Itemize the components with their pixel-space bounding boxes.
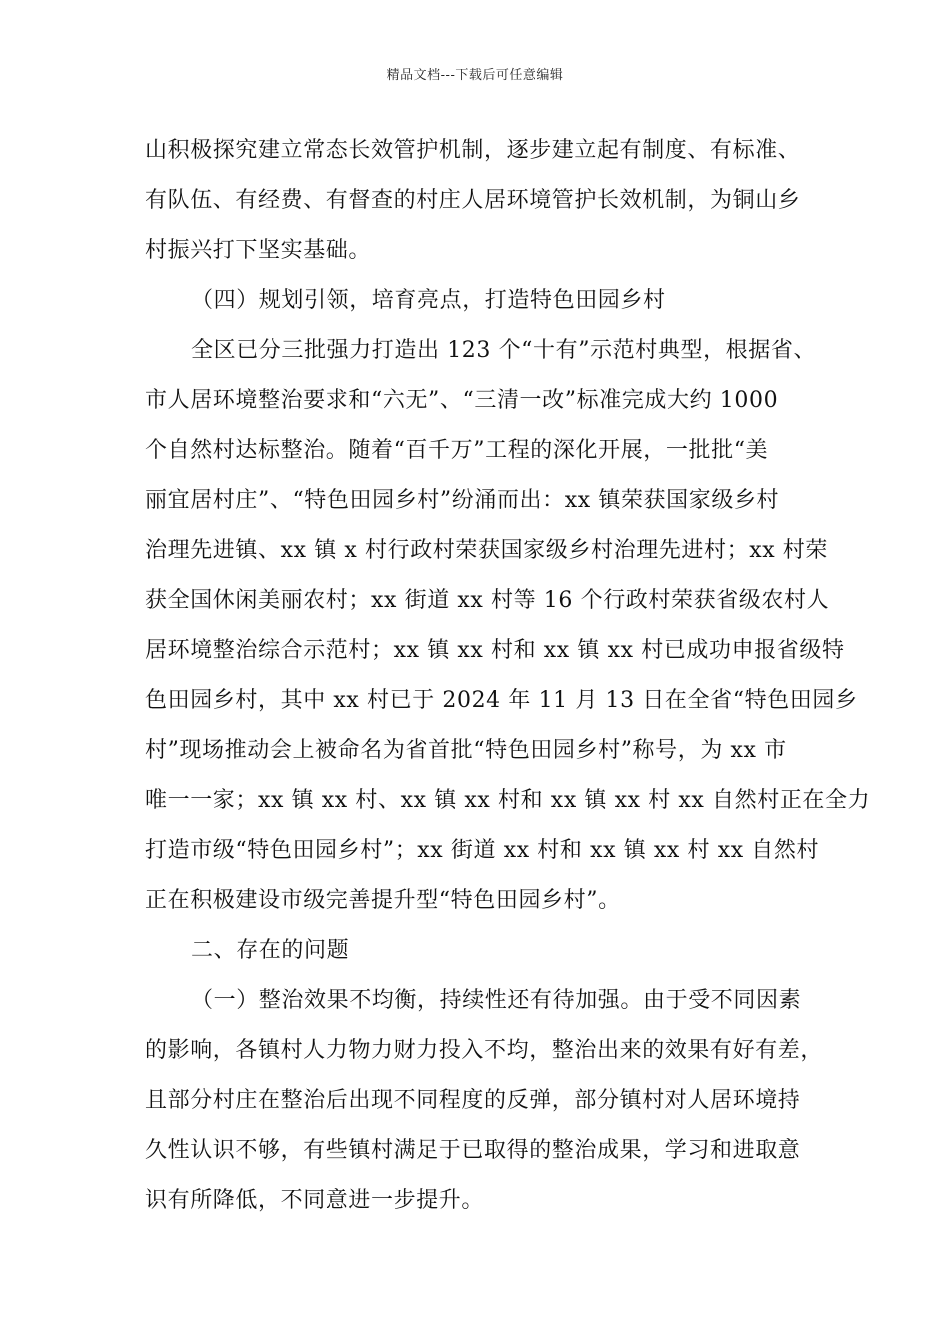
text-line: 色田园乡村，其中 xx 村已于 2024 年 11 月 13 日在全省“特色田园乡	[145, 688, 858, 713]
text-line: 久性认识不够，有些镇村满足于已取得的整治成果，学习和进取意	[145, 1138, 801, 1163]
text-line: 有队伍、有经费、有督查的村庄人居环境管护长效机制，为铜山乡	[145, 188, 801, 213]
text-line: 村”现场推动会上被命名为省首批“特色田园乡村”称号，为 xx 市	[145, 738, 787, 763]
text-line: 获全国休闲美丽农村；xx 街道 xx 村等 16 个行政村荣获省级农村人	[145, 588, 830, 613]
text-line: 居环境整治综合示范村；xx 镇 xx 村和 xx 镇 xx 村已成功申报省级特	[145, 638, 845, 663]
text-line: 山积极探究建立常态长效管护机制，逐步建立起有制度、有标准、	[145, 138, 801, 163]
text-line: 且部分村庄在整治后出现不同程度的反弹，部分镇村对人居环境持	[145, 1088, 801, 1113]
text-line: 村振兴打下坚实基础。	[145, 238, 372, 263]
text-line: 正在积极建设市级完善提升型“特色田园乡村”。	[145, 888, 621, 913]
text-line: 识有所降低，不同意进一步提升。	[145, 1188, 485, 1213]
text-line: 个自然村达标整治。随着“百千万”工程的深化开展，一批批“美	[145, 438, 769, 463]
section-heading: （四）规划引领，培育亮点，打造特色田园乡村	[191, 288, 666, 313]
text-line: 的影响，各镇村人力物力财力投入不均，整治出来的效果有好有差，	[145, 1038, 824, 1063]
text-line: 市人居环境整治要求和“六无”、“三清一改”标准完成大约 1000	[145, 388, 779, 413]
text-line: 治理先进镇、xx 镇 x 村行政村荣获国家级乡村治理先进村；xx 村荣	[145, 538, 829, 563]
text-line: 丽宜居村庄”、“特色田园乡村”纷涌而出：xx 镇荣获国家级乡村	[145, 488, 780, 513]
page-header: 精品文档---下载后可任意编辑	[386, 68, 564, 83]
document-body	[145, 129, 871, 1229]
text-line: 打造市级“特色田园乡村”；xx 街道 xx 村和 xx 镇 xx 村 xx 自然村	[145, 838, 820, 863]
text-line: 全区已分三批强力打造出 123 个“十有”示范村典型，根据省、	[191, 338, 817, 363]
section-heading: 二、存在的问题	[191, 938, 350, 963]
text-line: 唯一一家；xx 镇 xx 村、xx 镇 xx 村和 xx 镇 xx 村 xx 自然村正在全力	[145, 788, 871, 813]
text-line: （一）整治效果不均衡，持续性还有待加强。由于受不同因素	[191, 988, 802, 1013]
